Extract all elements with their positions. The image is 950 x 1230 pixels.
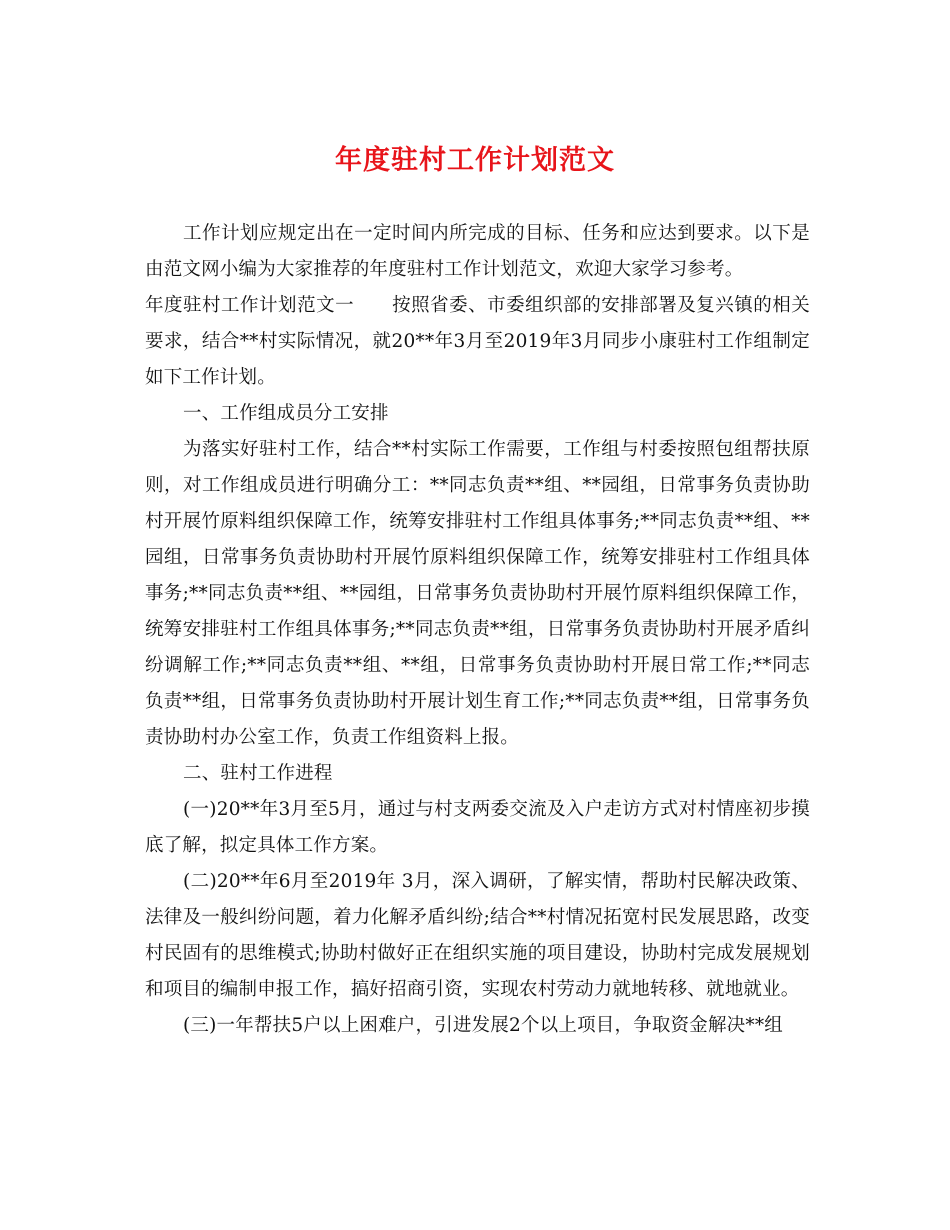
progress-item-3: (三)一年帮扶5户以上困难户，引进发展2个以上项目，争取资金解决**组 [183, 1015, 783, 1036]
progress-item-1: (一)20**年3月至5月，通过与村支两委交流及入户走访方式对村情座初步摸底了解，拟定具体工作方案。 [145, 799, 810, 856]
section-heading-2: 二、驻村工作进程 [183, 763, 333, 784]
sample-one-paragraph: 年度驻村工作计划范文一 按照省委、市委组织部的安排部署及复兴镇的相关要求，结合**村实际情况，就20**年3月至2019年3月同步小康驻村工作组制定如下工作计划。 [145, 295, 810, 388]
progress-item-2: (二)20**年6月至2019年 3月，深入调研，了解实情，帮助村民解决政策、法律及一般纠纷问题，着力化解矛盾纠纷;结合**村情况拓宽村民发展思路，改变村民固有的思维模式;协助村做好正在组织实施的项目建设，协助村完成发展规划和项目的编制申报工作，搞好招商引资，实现农村劳动力就地转移、就地就业。 [145, 871, 810, 1000]
document-body [145, 216, 810, 1044]
intro-paragraph: 工作计划应规定出在一定时间内所完成的目标、任务和应达到要求。以下是由范文网小编为大家推荐的年度驻村工作计划范文，欢迎大家学习参考。 [145, 223, 810, 280]
section-heading-1: 一、工作组成员分工安排 [183, 403, 389, 424]
document-title: 年度驻村工作计划范文 [335, 145, 615, 176]
division-paragraph: 为落实好驻村工作，结合**村实际工作需要，工作组与村委按照包组帮扶原则，对工作组成员进行明确分工：**同志负责**组、**园组，日常事务负责协助村开展竹原料组织保障工作，统筹安排驻村工作组具体事务;**同志负责**组、**园组，日常事务负责协助村开展竹原料组织保障工作，统筹安排驻村工作组具体事务;**同志负责**组、**园组，日常事务负责协助村开展竹原料组织保障工作，统筹安排驻村工作组具体事务;**同志负责**组，日常事务负责协助村开展矛盾纠纷调解工作;**同志负责**组、**组，日常事务负责协助村开展日常工作;**同志负责**组，日常事务负责协助村开展计划生育工作;**同志负责**组，日常事务负责协助村办公室工作，负责工作组资料上报。 [145, 439, 810, 748]
